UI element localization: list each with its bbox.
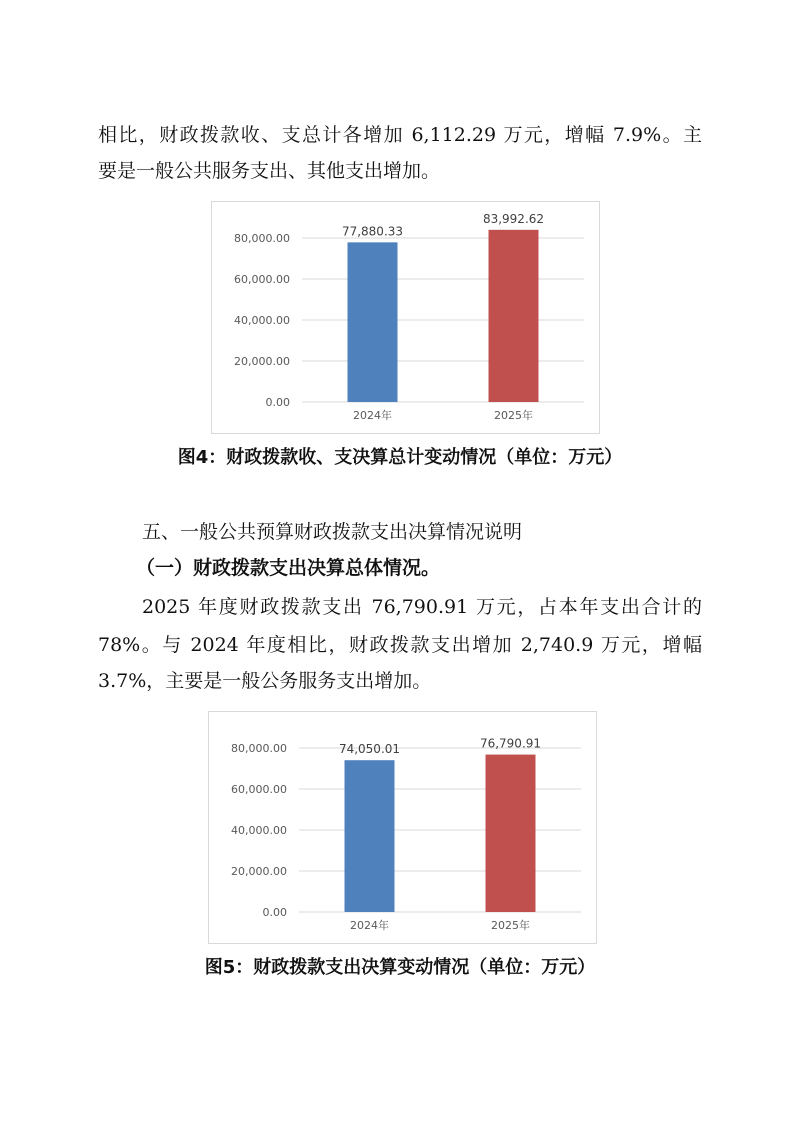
data-label: 77,880.33 bbox=[341, 224, 404, 239]
y-tick-label: 60,000.00 bbox=[231, 783, 287, 796]
y-tick-label: 80,000.00 bbox=[234, 232, 290, 245]
bar-2024年 bbox=[345, 760, 395, 912]
figure5-chart-svg bbox=[209, 712, 596, 943]
bar-2024年 bbox=[348, 242, 398, 402]
y-tick-label: 20,000.00 bbox=[231, 865, 287, 878]
figure4-chart-svg bbox=[212, 202, 599, 433]
y-tick-label: 40,000.00 bbox=[234, 314, 290, 327]
y-tick-label: 20,000.00 bbox=[234, 355, 290, 368]
data-label: 76,790.91 bbox=[479, 736, 542, 751]
paragraph-line: 78%。与 2024 年度相比，财政拨款支出增加 2,740.9 万元，增幅 bbox=[98, 634, 702, 656]
bar-2025年 bbox=[489, 230, 539, 402]
paragraph-line: 3.7%，主要是一般公务服务支出增加。 bbox=[98, 670, 432, 692]
y-tick-label: 80,000.00 bbox=[231, 742, 287, 755]
paragraph-line: 要是一般公共服务支出、其他支出增加。 bbox=[98, 160, 441, 182]
x-tick-label: 2024年 bbox=[350, 919, 389, 932]
paragraph-line: 相比，财政拨款收、支总计各增加 6,112.29 万元，增幅 7.9%。主 bbox=[98, 124, 702, 146]
x-tick-label: 2024年 bbox=[353, 409, 392, 422]
y-tick-label: 60,000.00 bbox=[234, 273, 290, 286]
figure4-caption: 图4：财政拨款收、支决算总计变动情况（单位：万元） bbox=[177, 447, 623, 468]
data-label: 83,992.62 bbox=[482, 211, 545, 226]
x-tick-label: 2025年 bbox=[494, 409, 533, 422]
figure5-caption: 图5：财政拨款支出决算变动情况（单位：万元） bbox=[204, 957, 596, 978]
y-tick-label: 0.00 bbox=[265, 396, 290, 409]
section-title: 五、一般公共预算财政拨款支出决算情况说明 bbox=[142, 521, 523, 543]
x-tick-label: 2025年 bbox=[491, 919, 530, 932]
paragraph-line: 2025 年度财政拨款支出 76,790.91 万元，占本年支出合计的 bbox=[142, 596, 702, 618]
figure4-chart bbox=[211, 201, 600, 434]
y-tick-label: 0.00 bbox=[262, 906, 287, 919]
bar-2025年 bbox=[486, 755, 536, 912]
y-tick-label: 40,000.00 bbox=[231, 824, 287, 837]
figure5-chart bbox=[208, 711, 597, 944]
data-label: 74,050.01 bbox=[338, 742, 401, 757]
section-subtitle: （一）财政拨款支出决算总体情况。 bbox=[136, 557, 441, 579]
